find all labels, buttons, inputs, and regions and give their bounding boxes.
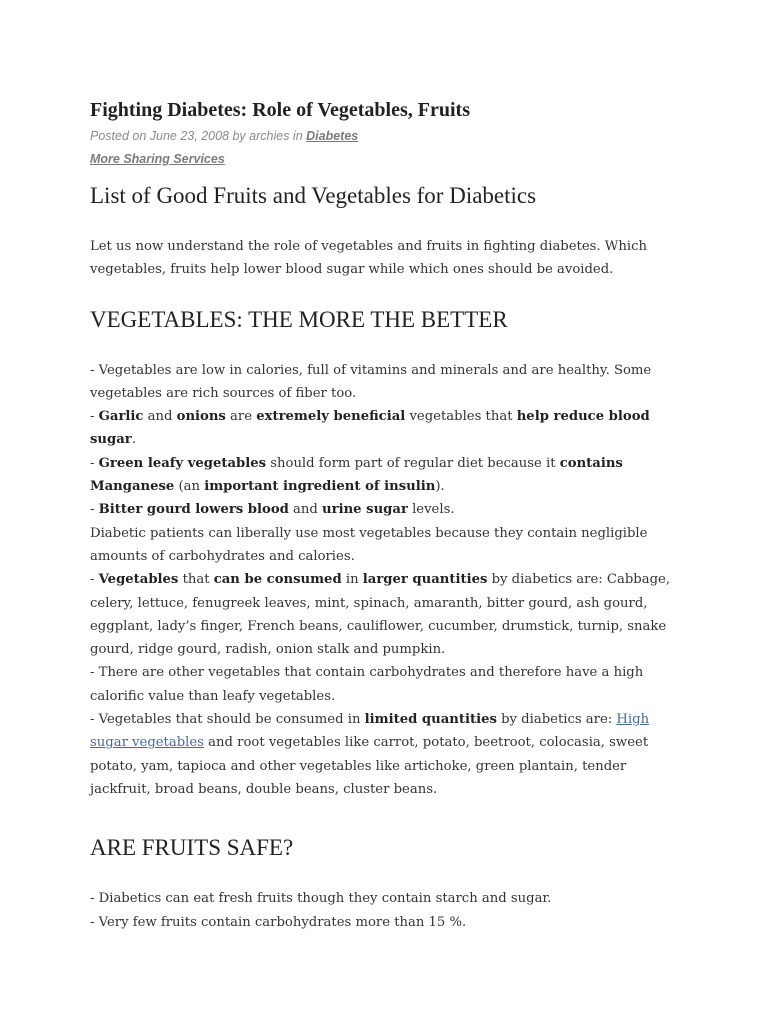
heading-fruits: ARE FRUITS SAFE? [90, 835, 294, 861]
veg-bold: can be consumed [213, 572, 342, 588]
veg-text: by diabetics are: Cabbage, [487, 572, 671, 588]
veg-text: eggplant, lady’s finger, French beans, cauliflower, cucumber, drumstick, turnip, snake [90, 618, 667, 634]
veg-text: potato, yam, tapioca and other vegetables like artichoke, green plantain, tender [90, 758, 627, 774]
heading-good-fruits-vegetables: List of Good Fruits and Vegetables for Diabetics [90, 183, 537, 208]
veg-bold: Bitter gourd lowers blood [98, 502, 289, 518]
category-link[interactable]: Diabetes [306, 129, 359, 143]
veg-text: vegetables that [405, 409, 517, 425]
veg-bold: Vegetables [98, 572, 179, 588]
share-bar [90, 150, 690, 168]
veg-text: are [225, 409, 257, 425]
post-meta-text: Posted on June 23, 2008 by archies in [90, 129, 307, 143]
article [90, 96, 690, 934]
fruit-text: - Diabetics can eat fresh fruits though they contain starch and sugar. [90, 891, 552, 907]
veg-text: - [90, 409, 99, 425]
veg-text: jackfruit, broad beans, double beans, cluster beans. [90, 781, 438, 797]
veg-text: - [90, 502, 99, 518]
veg-text: - There are other vegetables that contain carbohydrates and therefore have a high [90, 665, 644, 681]
veg-text: vegetables are rich sources of fiber too. [90, 385, 357, 401]
veg-bold: sugar [90, 432, 132, 448]
post-meta [90, 127, 690, 145]
veg-bold: Garlic [98, 409, 144, 425]
intro-paragraph [90, 235, 690, 282]
veg-text: that [178, 572, 214, 588]
veg-text: in [341, 572, 363, 588]
veg-text: - [90, 572, 99, 588]
veg-bold: help reduce blood [516, 409, 650, 425]
veg-text: and root vegetables like carrot, potato, beetroot, colocasia, sweet [203, 735, 649, 751]
fruit-text: - Very few fruits contain carbohydrates more than 15 %. [90, 914, 467, 930]
veg-text: - [90, 455, 99, 471]
veg-text: (an [174, 479, 205, 495]
high-sugar-vegetables-link[interactable]: sugar vegetables [90, 735, 204, 751]
heading-vegetables: VEGETABLES: THE MORE THE BETTER [90, 306, 508, 332]
intro-line: vegetables, fruits help lower blood sugar while which ones should be avoided. [90, 262, 614, 278]
veg-text: . [131, 432, 136, 448]
veg-text: ). [435, 479, 445, 495]
veg-text: Diabetic patients can liberally use most vegetables because they contain negligible [90, 525, 648, 541]
post-title: Fighting Diabetes: Role of Vegetables, Fruits [90, 99, 470, 121]
veg-bold: urine sugar [322, 502, 408, 518]
more-sharing-services-link[interactable]: More Sharing Services [90, 152, 225, 166]
veg-text: should form part of regular diet because it [266, 455, 560, 471]
veg-bold: limited quantities [364, 712, 497, 728]
veg-bold: important ingredient of insulin [204, 479, 436, 495]
veg-bold: Manganese [90, 479, 175, 495]
veg-bold: Green leafy vegetables [98, 455, 267, 471]
vegetables-body [90, 359, 690, 802]
veg-text: - Vegetables that should be consumed in [90, 712, 365, 728]
fruits-body [90, 887, 690, 934]
high-sugar-vegetables-link[interactable]: High [616, 712, 650, 728]
veg-text: amounts of carbohydrates and calories. [90, 548, 355, 564]
veg-text: and [143, 409, 177, 425]
veg-text: calorific value than leafy vegetables. [90, 688, 336, 704]
veg-text: celery, lettuce, fenugreek leaves, mint, spinach, amaranth, bitter gourd, ash gourd, [90, 595, 648, 611]
veg-text: gourd, ridge gourd, radish, onion stalk and pumpkin. [90, 642, 446, 658]
veg-text: and [288, 502, 323, 518]
veg-text: - Vegetables are low in calories, full of vitamins and minerals and are healthy. Some [90, 362, 652, 378]
intro-line: Let us now understand the role of vegetables and fruits in fighting diabetes. Which [90, 239, 647, 254]
veg-text: by diabetics are: [496, 712, 617, 728]
veg-bold: extremely beneficial [256, 409, 406, 425]
veg-bold: larger quantities [362, 572, 488, 588]
veg-bold: contains [559, 455, 623, 471]
veg-bold: onions [176, 409, 226, 425]
veg-text: levels. [407, 502, 455, 518]
